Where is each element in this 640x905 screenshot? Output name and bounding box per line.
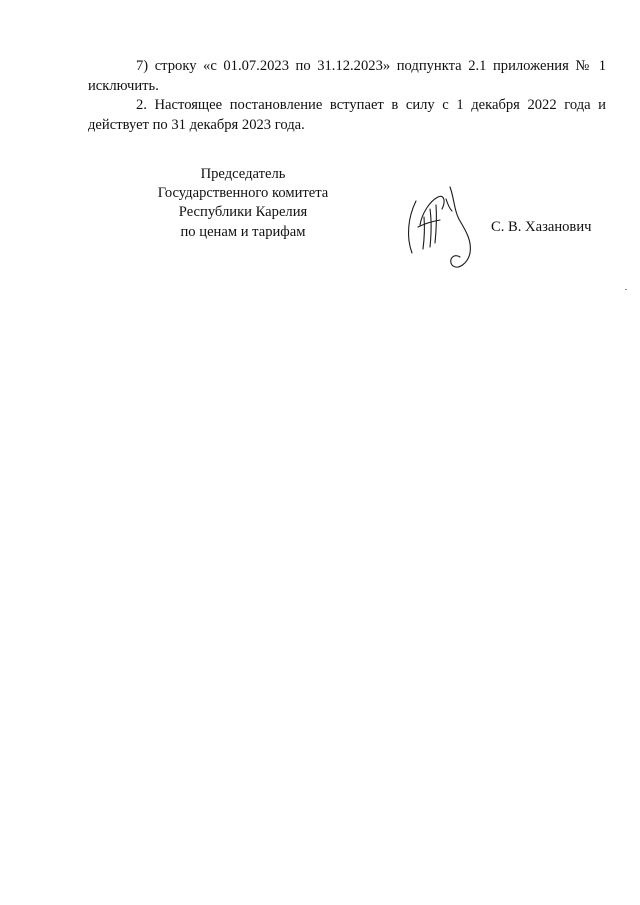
position-line-2: Государственного комитета [157, 185, 329, 202]
position-line-3: Республики Карелия [178, 204, 308, 221]
position-line-4: по ценам и тарифам [180, 223, 306, 240]
scan-artifact-mark [625, 289, 627, 290]
signature-block [0, 165, 640, 275]
signatory-position [150, 165, 336, 242]
position-line-1: Председатель [200, 166, 286, 182]
signatory-name: С. В. Хазанович [491, 219, 592, 235]
document-body [88, 57, 606, 135]
paragraph-effective-date: 2. Настоящее постановление вступает в силу с 1 декабря 2022 года и действует по 31 декабря 2023 года. [88, 97, 606, 133]
paragraph-item-7: 7) строку «с 01.07.2023 по 31.12.2023» подпункта 2.1 приложения № 1 исключить. [88, 58, 606, 94]
handwritten-signature [400, 179, 488, 279]
